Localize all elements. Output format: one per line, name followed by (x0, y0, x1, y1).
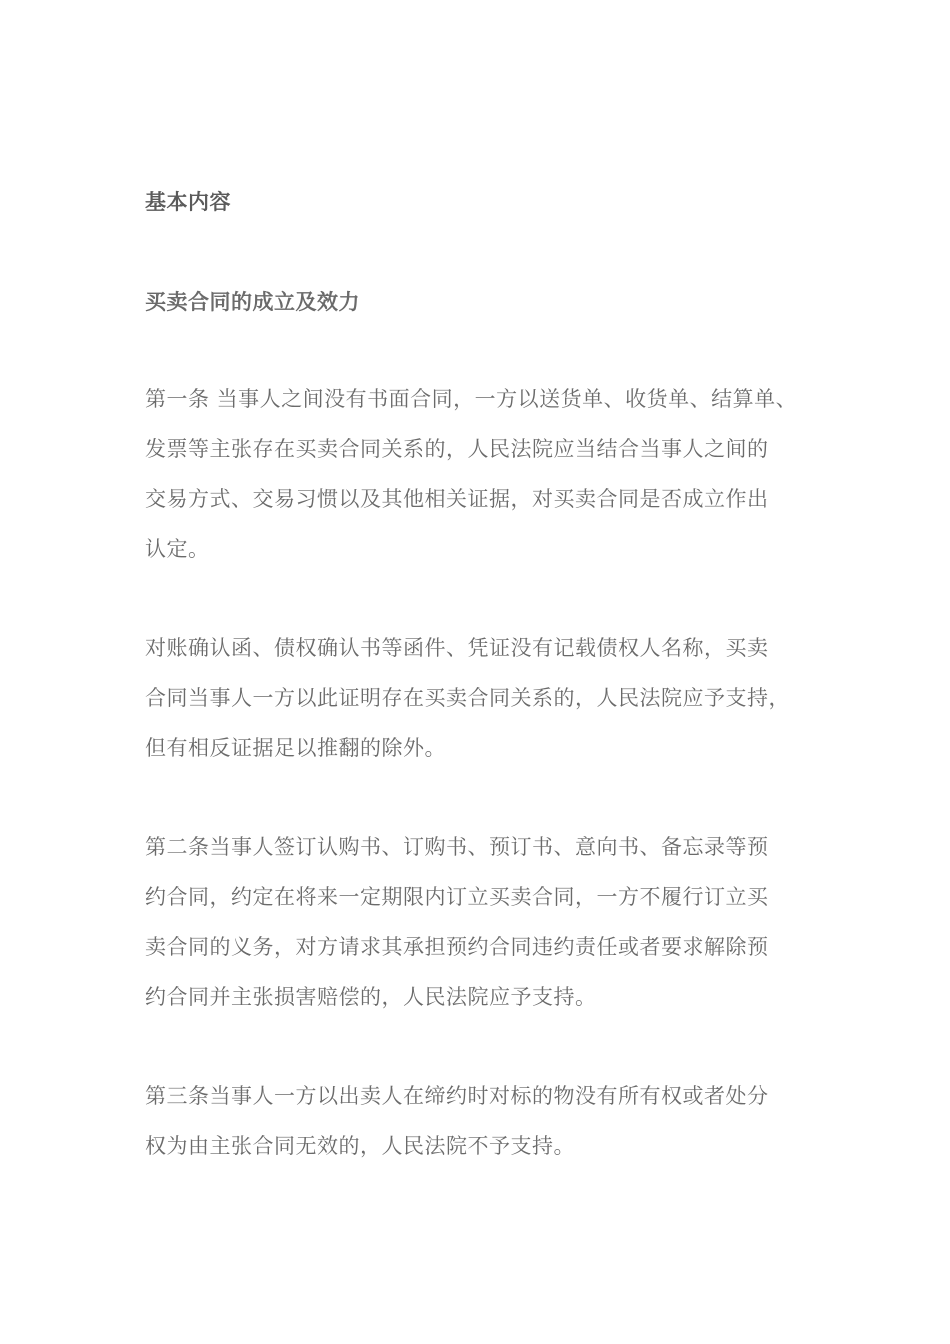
paragraph-line: 发票等主张存在买卖合同关系的，人民法院应当结合当事人之间的 (145, 437, 769, 461)
paragraph-line: 交易方式、交易习惯以及其他相关证据，对买卖合同是否成立作出 (145, 487, 769, 511)
section-subheading: 买卖合同的成立及效力 (145, 289, 360, 314)
article-3-paragraph (145, 1071, 825, 1171)
article-2-paragraph (145, 822, 825, 1022)
paragraph-line: 但有相反证据足以推翻的除外。 (145, 736, 446, 760)
document-heading: 基本内容 (145, 189, 231, 214)
paragraph-line: 认定。 (145, 537, 210, 561)
paragraph-line: 第一条 当事人之间没有书面合同，一方以送货单、收货单、结算单、 (145, 387, 798, 411)
paragraph-line: 权为由主张合同无效的，人民法院不予支持。 (145, 1134, 575, 1158)
paragraph-line: 合同当事人一方以此证明存在买卖合同关系的，人民法院应予支持， (145, 686, 790, 710)
paragraph-line: 第二条当事人签订认购书、订购书、预订书、意向书、备忘录等预 (145, 835, 769, 859)
paragraph-line: 卖合同的义务，对方请求其承担预约合同违约责任或者要求解除预 (145, 935, 769, 959)
article-1-paragraph (145, 374, 825, 574)
article-1-second-paragraph (145, 623, 825, 773)
paragraph-line: 第三条当事人一方以出卖人在缔约时对标的物没有所有权或者处分 (145, 1084, 769, 1108)
paragraph-line: 约合同并主张损害赔偿的，人民法院应予支持。 (145, 985, 597, 1009)
paragraph-line: 约合同，约定在将来一定期限内订立买卖合同，一方不履行订立买 (145, 885, 769, 909)
paragraph-line: 对账确认函、债权确认书等函件、凭证没有记载债权人名称，买卖 (145, 636, 769, 660)
